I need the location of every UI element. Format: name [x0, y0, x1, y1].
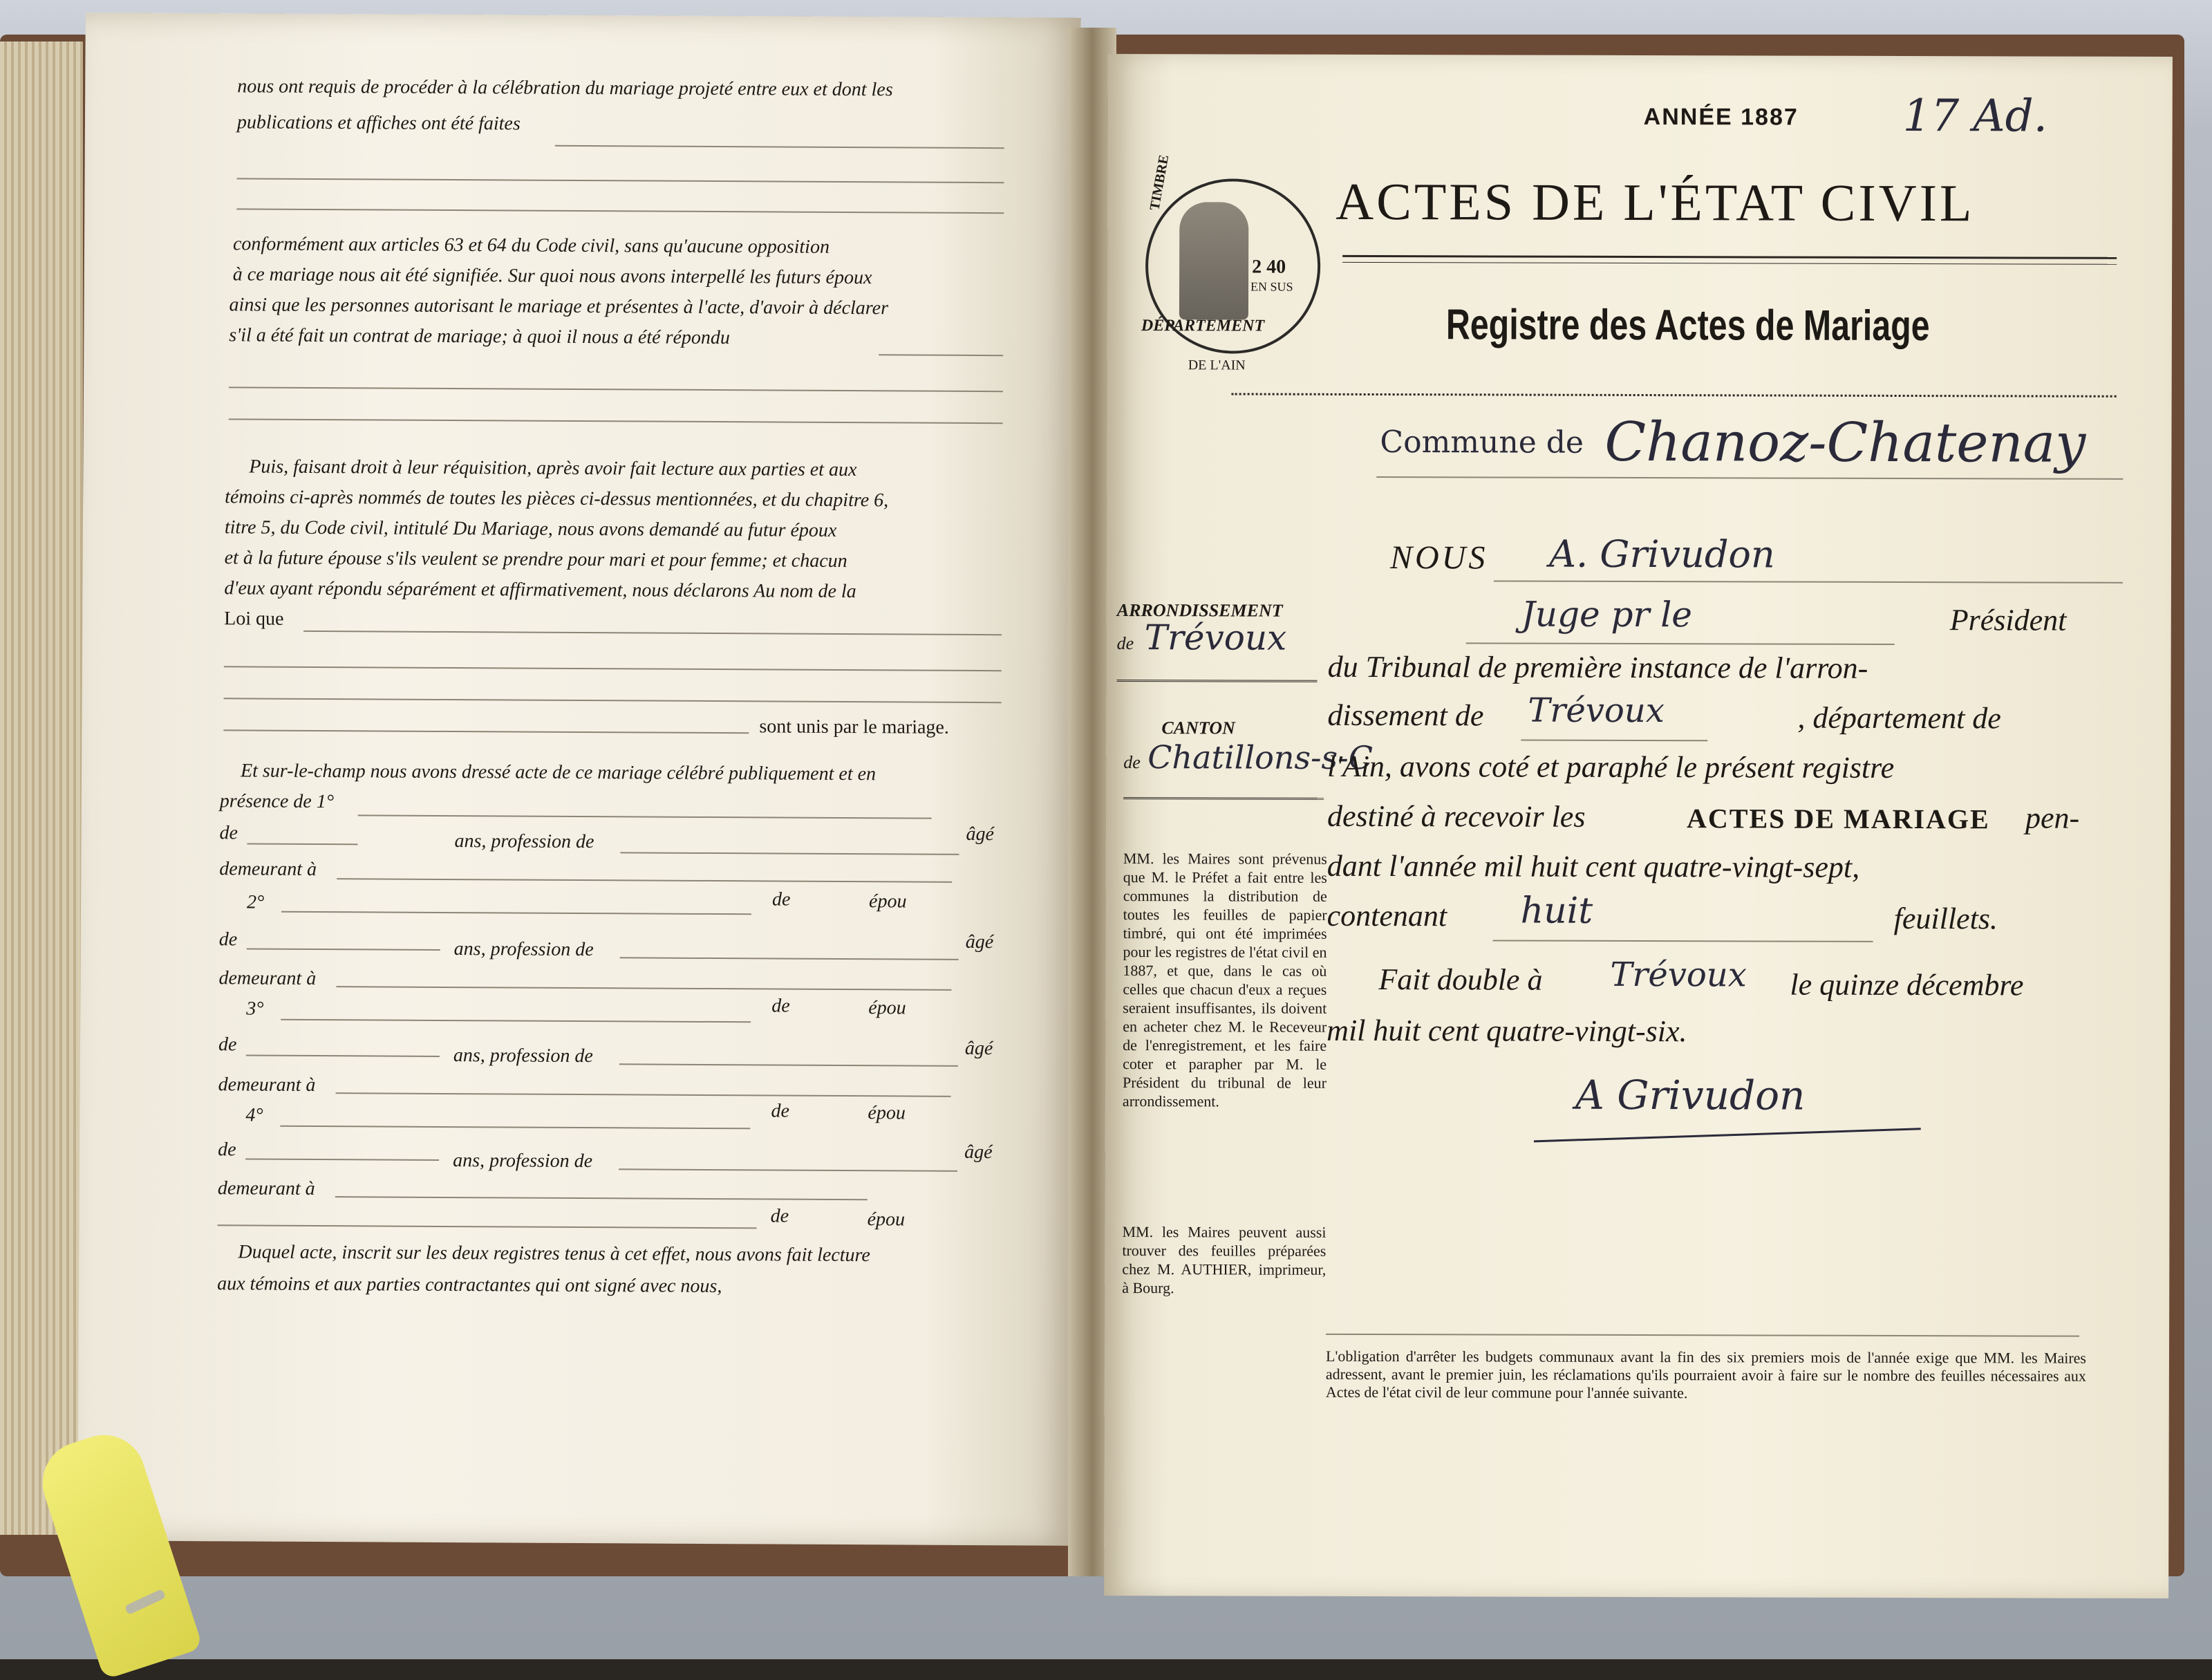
- w4-age: âgé: [964, 1141, 993, 1164]
- w1-profession: ans, profession de: [454, 830, 594, 853]
- left-line-14: Et sur-le-champ nous avons dressé acte de ce mariage célébré publiquement et en: [240, 760, 877, 785]
- stamp-en-sus: EN SUS: [1250, 279, 1293, 294]
- dissement-value: Trévoux: [1528, 691, 1665, 731]
- page-stack-edge: [0, 41, 83, 1535]
- body-line-fait: Fait double à: [1378, 962, 1543, 997]
- w2-epou: épou: [868, 890, 907, 913]
- body-line-contenant: contenant: [1327, 898, 1447, 933]
- left-line-15: présence de 1°: [219, 790, 335, 813]
- left-line-8: témoins ci-après nommés de toutes les pièces ci-dessus mentionnées, et du chapitre 6,: [225, 486, 889, 512]
- canton-value: Chatillons-s-C: [1147, 738, 1374, 776]
- left-page: [77, 12, 1081, 1546]
- w4-epou-2: épou: [867, 1208, 906, 1231]
- canton-label: CANTON: [1161, 718, 1235, 738]
- w2-profession: ans, profession de: [453, 938, 594, 961]
- annee-label: ANNÉE 1887: [1643, 104, 1799, 131]
- arrondissement-de: de: [1116, 633, 1134, 654]
- body-line-quinze: le quinze décembre: [1790, 967, 2024, 1002]
- body-line-destine: destiné à recevoir les: [1327, 799, 1586, 834]
- w3-de: de: [771, 995, 790, 1017]
- arrondissement-label: ARRONDISSEMENT: [1116, 600, 1283, 621]
- stamp-departement: DÉPARTEMENT: [1141, 317, 1265, 335]
- w4-number: 4°: [245, 1104, 263, 1126]
- left-line-17: aux témoins et aux parties contractantes qui ont signé avec nous,: [217, 1273, 722, 1298]
- w4-epou: épou: [868, 1102, 906, 1124]
- left-line-4: à ce mariage nous ait été signifiée. Sur quoi nous avons interpellé les futurs époux: [232, 263, 872, 289]
- w2-de: de: [772, 888, 791, 911]
- body-line-ain: l'Ain, avons coté et paraphé le présent registre: [1327, 749, 1895, 785]
- annee-handwritten: 17 Ad.: [1902, 90, 2048, 142]
- register-subtitle: Registre des Actes de Mariage: [1445, 301, 1930, 351]
- left-line-2: publications et affiches ont été faites: [236, 111, 521, 135]
- stamp-timbre: TIMBRE: [1147, 153, 1172, 212]
- body-line-feuillets: feuillets.: [1893, 901, 1998, 936]
- w3-profession: ans, profession de: [453, 1045, 593, 1067]
- margin-note-1: MM. les Maires sont prévenus que M. le Préfet a fait entre les communes la distribution de toutes les feuilles de papier timbré, qui ont été imprimées pour les registres de l'état civil en 1887, et que, dans le cas où celles que chacun d'eux a reçues seraient insuffisantes, ils doivent en acheter chez M. le Receveur de l'enregistrement, et les faire coter et parapher par M. le Président du tribunal de leur arrondissement.: [1122, 850, 1327, 1110]
- w1-demeurant: demeurant à: [219, 858, 317, 881]
- left-line-13: sont unis par le mariage.: [759, 716, 949, 738]
- left-line-7: Puis, faisant droit à leur réquisition, après avoir fait lecture aux parties et aux: [249, 456, 857, 481]
- w4-profession: ans, profession de: [453, 1150, 593, 1173]
- body-line-tribunal: du Tribunal de première instance de l'arron-: [1327, 649, 1868, 685]
- juge-value: Juge pr le: [1521, 594, 1693, 635]
- body-line-pen: pen-: [2025, 801, 2080, 835]
- w3-epou: épou: [868, 997, 906, 1019]
- contenant-value: huit: [1520, 890, 1593, 932]
- margin-note-2: MM. les Maires peuvent aussi trouver des feuilles préparées chez M. AUTHIER, imprimeur, à Bourg.: [1122, 1223, 1327, 1297]
- stamp-de-lain: DE L'AIN: [1188, 357, 1246, 373]
- left-line-16: Duquel acte, inscrit sur les deux registres tenus à cet effet, nous avons fait lecture: [238, 1241, 870, 1267]
- right-page: [1104, 54, 2173, 1598]
- body-president: Président: [1949, 603, 2067, 637]
- left-line-5: ainsi que les personnes autorisant le mariage et présentes à l'acte, d'avoir à déclarer: [229, 294, 889, 319]
- w3-age: âgé: [964, 1037, 993, 1060]
- body-line-annee: dant l'année mil huit cent quatre-vingt-sept,: [1327, 848, 1860, 884]
- nous-value: A. Grivudon: [1548, 532, 1775, 577]
- stamp-figure: [1179, 202, 1248, 319]
- stamp-price: 2 40: [1252, 256, 1286, 278]
- w4-de: de: [771, 1100, 790, 1122]
- left-line-12: Loi que: [224, 608, 284, 630]
- w2-demeurant: demeurant à: [218, 967, 317, 990]
- w3-demeurant: demeurant à: [218, 1074, 316, 1096]
- w2-de-age: de: [218, 928, 238, 951]
- left-line-9: titre 5, du Code civil, intitulé Du Mariage, nous avons demandé au futur époux: [224, 516, 837, 541]
- left-line-11: d'eux ayant répondu séparément et affirmativement, nous déclarons Au nom de la: [224, 577, 856, 603]
- footer-note: L'obligation d'arrêter les budgets communaux avant la fin des six premiers mois de l'année exige que MM. les Maires adressent, avant le premier juin, les réclamations qu'ils pourraient avoir à faire sur le nombre des feuilles nécessaires aux Actes de l'état civil de leur commune pour l'année suivante.: [1325, 1347, 2087, 1402]
- commune-value: Chanoz-Chatenay: [1604, 411, 2086, 475]
- w1-age: âgé: [966, 823, 995, 846]
- left-line-1: nous ont requis de procéder à la célébration du mariage projeté entre eux et dont les: [237, 75, 893, 101]
- w3-number: 3°: [246, 998, 264, 1020]
- tax-stamp: [1141, 153, 1321, 373]
- nous-label: NOUS: [1389, 539, 1488, 577]
- w2-age: âgé: [965, 931, 994, 953]
- fait-value: Trévoux: [1610, 955, 1747, 995]
- left-line-6: s'il a été fait un contrat de mariage; à quoi il nous a été répondu: [229, 324, 731, 349]
- body-line-departement: , département de: [1797, 700, 2001, 736]
- arrondissement-value: Trévoux: [1144, 617, 1287, 658]
- signature: A Grivudon: [1575, 1071, 1806, 1119]
- body-line-date: mil huit cent quatre-vingt-six.: [1327, 1013, 1687, 1049]
- w3-de-age: de: [218, 1034, 237, 1056]
- w4-demeurant: demeurant à: [217, 1177, 315, 1200]
- left-line-10: et à la future épouse s'ils veulent se prendre pour mari et pour femme; et chacun: [224, 547, 847, 572]
- w4-de-2: de: [770, 1205, 789, 1227]
- w1-de: de: [219, 822, 238, 844]
- w4-de-age: de: [218, 1139, 236, 1161]
- commune-label: Commune de: [1380, 424, 1584, 460]
- w2-number: 2°: [246, 891, 265, 913]
- register-title: ACTES DE L'ÉTAT CIVIL: [1335, 172, 1975, 233]
- body-actes-de-mariage: ACTES DE MARIAGE: [1686, 803, 1990, 835]
- left-line-3: conformément aux articles 63 et 64 du Code civil, sans qu'aucune opposition: [232, 233, 830, 258]
- body-line-dissement: dissement de: [1327, 698, 1484, 733]
- canton-de: de: [1123, 752, 1141, 773]
